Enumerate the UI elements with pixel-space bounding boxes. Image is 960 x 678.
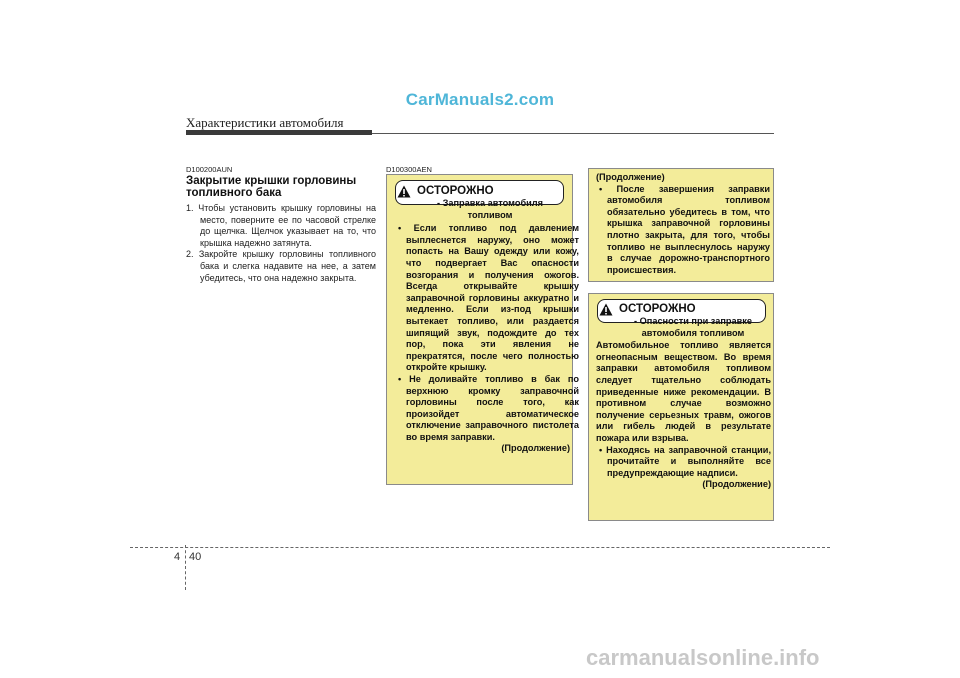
warning-paragraph: Автомобильное топливо является огнеопасным веществом. Во время заправки автомобиля топливом следует тщательно соблюдать приведенные ниже рекомендации. В противном случае возможно получение серьезных травм, ожогов или гибель людей в результате пожара или взрыва. <box>596 340 771 443</box>
warning-box-refueling <box>386 174 579 485</box>
middle-code: D100300AEN <box>386 165 432 174</box>
step-item: 2. Закройте крышку горловины топливного бака и слегка надавите на нее, а затем убедитесь, что она надежно закрыта. <box>186 249 376 283</box>
left-code: D100200AUN <box>186 165 233 174</box>
fuel-cap-heading: Закрытие крышки горловины топливного бака <box>186 175 357 199</box>
warning-bullet: • Если топливо под давлением выплеснется наружу, оно может попасть на Вашу одежду или кожу, что подвергает Вас опасности возгорания и получения ожогов. Всегда открывайте крышку заправочной горловины аккуратно и медленно. Если из-под крышки вытекает топливо, или раздается шипящий звук, подождите до тех пор, пока эти явления не прекратятся, после чего полностью откройте крышку. <box>398 223 579 373</box>
continued-head: (Продолжение) <box>596 172 665 182</box>
warning-bullet: • После завершения заправки автомобиля топливом обязательно убедитесь в том, что крышка заправочной горловины плотно закрыта, для того, чтобы топливо не выплеснулось наружу в случае дорожно-транспортного происшествия. <box>599 183 770 275</box>
section-title: Характеристики автомобиля <box>186 115 344 130</box>
footer-rule <box>130 547 830 548</box>
step-item: 1. Чтобы установить крышку горловины на место, поверните ее по часовой стрелке до щелчка. Щелчок указывает на то, что крышка надежно затянута. <box>186 203 376 248</box>
chapter-number: 4 <box>174 551 183 563</box>
header-rule-thin <box>372 133 774 134</box>
footer-vertical-rule <box>185 545 186 590</box>
steps-list <box>186 203 376 284</box>
warning-box-hazards <box>588 293 774 521</box>
continued-label: (Продолжение) <box>702 479 771 490</box>
warning-title: ОСТОРОЖНО <box>417 184 494 197</box>
warning-triangle-icon <box>599 303 613 316</box>
watermark-top[interactable]: CarManuals2.com <box>405 90 555 109</box>
watermark-bottom[interactable]: carmanualsonline.info <box>586 645 820 670</box>
warning-subtitle: - Опасности при заправке автомобиля топливом <box>634 316 752 338</box>
continued-box <box>588 168 774 282</box>
warning-triangle-icon <box>397 185 411 198</box>
header-rule-thick <box>186 130 372 135</box>
warning-bullet: • Не доливайте топливо в бак по верхнюю кромку заправочной горловины после того, как произойдет автоматическое отключение заправочного пистолета во время заправки. <box>398 373 579 442</box>
page-number: 40 <box>189 551 202 563</box>
continued-label: (Продолжение) <box>501 443 570 454</box>
warning-bullet: • Находясь на заправочной станции, прочитайте и выполняйте все предупреждающие надписи. <box>599 444 771 478</box>
warning-title: ОСТОРОЖНО <box>619 302 696 315</box>
warning-subtitle: - Заправка автомобиля топливом <box>437 198 543 220</box>
